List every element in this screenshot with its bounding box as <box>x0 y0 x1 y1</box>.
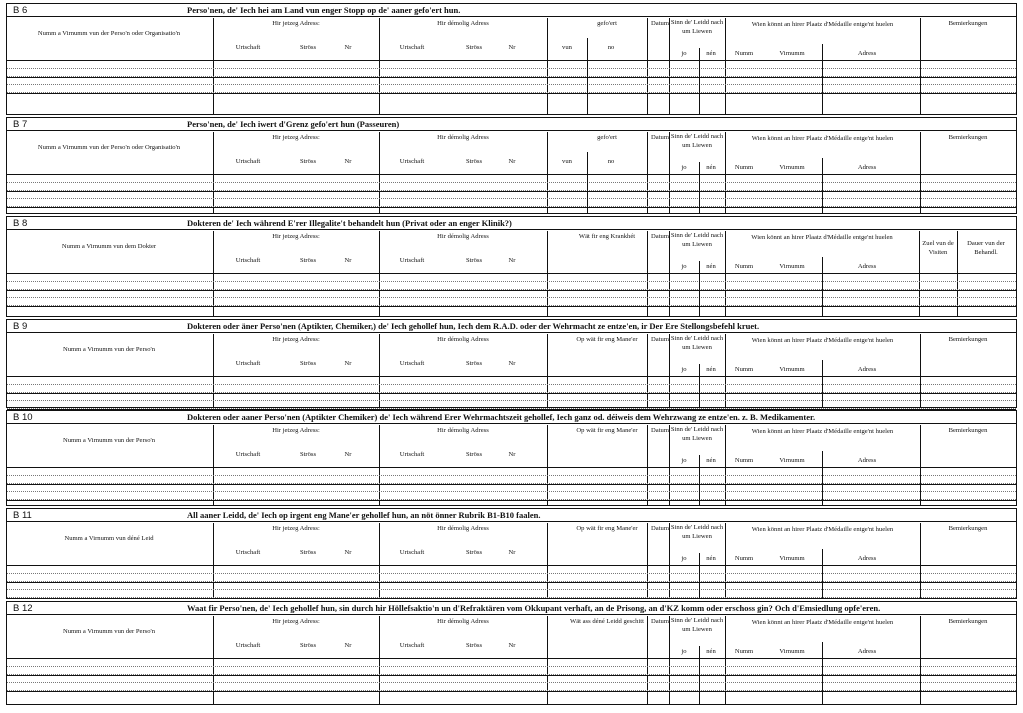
section-header <box>7 320 1016 333</box>
section-title: Perso'nen, de' Iech hei am Land vun enger Stopp op de' aaner gefo'ert hun. <box>187 5 461 15</box>
datum-header: Datum <box>651 336 669 343</box>
medaille-header: Wien könnt an hirer Plaatz d'Médaille entge'nt huelen <box>751 135 894 142</box>
section-code: B 10 <box>13 412 33 423</box>
section-header <box>7 602 1016 615</box>
nr-label: Nr <box>344 158 352 165</box>
dotted-guide <box>7 581 1016 582</box>
former-address-header: Hir démolig Adress <box>437 233 489 240</box>
adress-label: Adress <box>857 50 877 57</box>
no-label: nén <box>706 164 716 171</box>
adress-label: Adress <box>857 555 877 562</box>
virnumm-label: Virnumm <box>779 457 805 464</box>
name-column-header: Numm a Virnumm vun der Perso'n <box>62 346 156 353</box>
section-b-6 <box>6 3 1017 115</box>
column-divider <box>547 334 548 407</box>
remarks-header: Bemierkungen <box>948 20 988 27</box>
header-bottom-line <box>7 565 1016 566</box>
section-b-11 <box>6 508 1017 599</box>
column-divider <box>920 132 921 213</box>
adress-label: Adress <box>857 263 877 270</box>
dotted-guide <box>7 190 1016 191</box>
column-divider <box>920 334 921 407</box>
dotted-guide <box>7 483 1016 484</box>
current-address-header: Hir jetzeg Adress: <box>272 427 320 434</box>
section-title: Dokteren oder aaner Perso'nen (Aptikter Chemiker) de' Iech während Erer Wehrmachtszeit gehollef, Iech ganz od. déiweis dem Wehrzwang ze entze'en. z. B. Medikamenter. <box>187 412 816 422</box>
no-label: nén <box>706 263 716 270</box>
dotted-guide <box>7 84 1016 85</box>
ortschaft-label: Urtschaft <box>399 44 425 51</box>
column-divider <box>547 132 548 213</box>
dotted-guide <box>7 68 1016 69</box>
nr-label: Nr <box>344 44 352 51</box>
current-address-header: Hir jetzeg Adress: <box>272 525 320 532</box>
remarks-header: Bemierkungen <box>948 336 988 343</box>
section-b-7 <box>6 117 1017 214</box>
former-address-header: Hir démolig Adress <box>437 525 489 532</box>
alive-header: Sinn de' Leidd nach um Liewen <box>670 232 724 248</box>
column4-header: gefo'ert <box>597 20 617 27</box>
medaille-header: Wien könnt an hirer Plaatz d'Médaille entge'nt huelen <box>751 619 894 626</box>
ortschaft-label: Urtschaft <box>399 642 425 649</box>
nr-label: Nr <box>344 549 352 556</box>
stross-label: Ströss <box>465 642 483 649</box>
virnumm-label: Virnumm <box>779 50 805 57</box>
medaille-header: Wien könnt an hirer Plaatz d'Médaille entge'nt huelen <box>751 234 893 241</box>
column-divider <box>213 132 214 213</box>
yes-label: jo <box>681 50 687 57</box>
column-divider <box>920 18 921 114</box>
yes-label: jo <box>681 457 687 464</box>
remarks-header: Bemierkungen <box>948 525 988 532</box>
stross-label: Ströss <box>299 158 317 165</box>
section-code: B 7 <box>13 119 28 130</box>
column-divider <box>379 18 380 114</box>
column-divider <box>725 18 726 114</box>
dotted-guide <box>7 289 1016 290</box>
dotted-guide <box>7 475 1016 476</box>
numm-label: Numm <box>734 164 754 171</box>
column-divider <box>379 132 380 213</box>
section-b-8 <box>6 216 1017 317</box>
column-divider <box>822 257 823 316</box>
datum-header: Datum <box>651 427 669 434</box>
name-column-header: Numm a Virnumm vun der Perso'n <box>62 628 156 635</box>
stross-label: Ströss <box>299 451 317 458</box>
no-label: nén <box>706 50 716 57</box>
section-code: B 12 <box>13 603 33 614</box>
medaille-header: Wien könnt an hirer Plaatz d'Médaille entge'nt huelen <box>751 526 894 533</box>
virnumm-label: Virnumm <box>779 648 805 655</box>
data-row-line <box>7 393 1016 394</box>
column-divider <box>647 132 648 213</box>
dotted-guide <box>7 573 1016 574</box>
datum-header: Datum <box>651 20 669 27</box>
header-bottom-line <box>7 174 1016 175</box>
yes-label: jo <box>681 648 687 655</box>
current-address-header: Hir jetzeg Adress: <box>272 336 320 343</box>
dotted-guide <box>7 674 1016 675</box>
dotted-guide <box>7 76 1016 77</box>
data-row-line <box>7 484 1016 485</box>
name-column-header: Numm a Virnumm vun der Perso'n oder Organisatio'n <box>37 144 181 151</box>
data-row-line <box>7 691 1016 692</box>
column-divider <box>379 523 380 598</box>
dotted-guide <box>7 597 1016 598</box>
column4-header: Wät fir eng Krankhét <box>578 233 636 240</box>
numm-label: Numm <box>734 366 754 373</box>
yes-label: jo <box>681 555 687 562</box>
column4-header: Op wät fir eng Mane'er <box>576 427 638 434</box>
data-row-line <box>7 500 1016 501</box>
dotted-guide <box>7 499 1016 500</box>
nr-label: Nr <box>344 257 352 264</box>
former-address-header: Hir démolig Adress <box>437 427 489 434</box>
column-divider <box>379 334 380 407</box>
section-b-10 <box>6 410 1017 506</box>
dotted-guide <box>7 305 1016 306</box>
stross-label: Ströss <box>465 451 483 458</box>
section-title: Dokteren oder äner Perso'nen (Aptikter, Chemiker,) de' Iech gehollef hun, Iech dem R.A.D. oder der Wehrmacht ze entze'en, ir Der Ere Stellongsbefehl kruet. <box>187 321 760 331</box>
data-row-line <box>7 582 1016 583</box>
dotted-guide <box>7 182 1016 183</box>
column-divider <box>822 451 823 505</box>
former-address-header: Hir démolig Adress <box>437 20 489 27</box>
section-code: B 11 <box>13 510 32 521</box>
nr-label: Nr <box>344 360 352 367</box>
numm-label: Numm <box>734 263 754 270</box>
ortschaft-label: Urtschaft <box>399 451 425 458</box>
ortschaft-label: Urtschaft <box>399 257 425 264</box>
section-code: B 9 <box>13 321 28 332</box>
column-divider <box>822 642 823 704</box>
column-divider <box>647 523 648 598</box>
section-code: B 6 <box>13 5 28 16</box>
adress-label: Adress <box>857 366 877 373</box>
column-divider <box>920 523 921 598</box>
dotted-guide <box>7 589 1016 590</box>
medaille-header: Wien könnt an hirer Plaatz d'Médaille entge'nt huelen <box>751 428 894 435</box>
numm-label: Numm <box>734 555 754 562</box>
alive-header: Sinn de' Leidd nach um Liewen <box>670 617 724 633</box>
no-label: nén <box>706 648 716 655</box>
section-b-9 <box>6 319 1017 408</box>
remarks-header: Bemierkungen <box>948 427 988 434</box>
from-label: vun <box>562 44 572 51</box>
stross-label: Ströss <box>465 549 483 556</box>
ortschaft-label: Urtschaft <box>235 158 261 165</box>
name-column-header: Numm a Virnumm vun der Perso'n oder Organisatio'n <box>37 30 181 37</box>
virnumm-label: Virnumm <box>779 164 805 171</box>
column-divider <box>647 334 648 407</box>
nr-label: Nr <box>508 451 516 458</box>
to-label: no <box>607 44 615 51</box>
current-address-header: Hir jetzeg Adress: <box>272 20 320 27</box>
data-row-line <box>7 191 1016 192</box>
stross-label: Ströss <box>299 257 317 264</box>
datum-header: Datum <box>651 134 669 141</box>
former-address-header: Hir démolig Adress <box>437 336 489 343</box>
numm-label: Numm <box>734 457 754 464</box>
ortschaft-label: Urtschaft <box>235 549 261 556</box>
nr-label: Nr <box>508 158 516 165</box>
column-divider <box>822 360 823 407</box>
data-row-line <box>7 598 1016 599</box>
column-divider <box>725 132 726 213</box>
section-code: B 8 <box>13 218 28 229</box>
ortschaft-label: Urtschaft <box>399 360 425 367</box>
ortschaft-label: Urtschaft <box>235 360 261 367</box>
nr-label: Nr <box>508 549 516 556</box>
column-divider <box>213 523 214 598</box>
column4-header: Op wät fir eng Mane'er <box>576 336 638 343</box>
adress-label: Adress <box>857 164 877 171</box>
column-divider <box>213 334 214 407</box>
yes-label: jo <box>681 164 687 171</box>
numm-label: Numm <box>734 50 754 57</box>
data-row-line <box>7 93 1016 94</box>
dotted-guide <box>7 400 1016 401</box>
column-divider <box>547 18 548 114</box>
form-page <box>6 3 1017 708</box>
dotted-guide <box>7 198 1016 199</box>
column-divider <box>213 18 214 114</box>
dotted-guide <box>7 408 1016 409</box>
dotted-guide <box>7 281 1016 282</box>
adress-label: Adress <box>857 457 877 464</box>
dotted-guide <box>7 92 1016 93</box>
section-title: Waat fir Perso'nen, de' Iech gehollef hun, sin durch hir Höllefsaktio'n un d'Refraktären vom Okkupant verhaft, an de Prisong, an d'KZ komm oder erschoss gin? Och d'Emsiedlung opfe'eren. <box>187 603 881 613</box>
section-header <box>7 4 1016 17</box>
to-label: no <box>607 158 615 165</box>
column4-header: gefo'ert <box>597 134 617 141</box>
dotted-guide <box>7 384 1016 385</box>
column4-header: Wät ass déné Leidd geschitt <box>570 618 644 625</box>
adress-label: Adress <box>857 648 877 655</box>
nr-label: Nr <box>508 642 516 649</box>
header-bottom-line <box>7 60 1016 61</box>
data-row-line <box>7 77 1016 78</box>
header-bottom-line <box>7 376 1016 377</box>
section-header <box>7 118 1016 131</box>
stross-label: Ströss <box>299 549 317 556</box>
section-header <box>7 411 1016 424</box>
section-header <box>7 217 1016 230</box>
numm-label: Numm <box>734 648 754 655</box>
dotted-guide <box>7 690 1016 691</box>
dotted-guide <box>7 206 1016 207</box>
treatment-duration-header: Dauer vun der Behandl. <box>967 240 1005 256</box>
column-divider <box>822 158 823 213</box>
data-row-line <box>7 306 1016 307</box>
medaille-header: Wien könnt an hirer Plaatz d'Médaille entge'nt huelen <box>751 21 894 28</box>
no-label: nén <box>706 555 716 562</box>
section-title: Perso'nen, de' Iech iwert d'Grenz gefo'ert hun (Passeuren) <box>187 119 400 129</box>
current-address-header: Hir jetzeg Adress: <box>272 618 320 625</box>
stross-label: Ströss <box>465 158 483 165</box>
column4-header: Op wät fir eng Mane'er <box>576 525 638 532</box>
ortschaft-label: Urtschaft <box>235 642 261 649</box>
column-divider <box>822 44 823 114</box>
column-divider <box>213 425 214 505</box>
ortschaft-label: Urtschaft <box>235 451 261 458</box>
nr-label: Nr <box>508 44 516 51</box>
stross-label: Ströss <box>465 360 483 367</box>
no-label: nén <box>706 366 716 373</box>
virnumm-label: Virnumm <box>779 555 805 562</box>
section-title: All aaner Leidd, de' Iech op irgent eng Mane'er gehollef hun, an nöt önner Rubrik B1-B10 faalen. <box>187 510 541 520</box>
column-divider <box>725 425 726 505</box>
name-column-header: Numm a Virnumm vun der Perso'n <box>62 437 156 444</box>
ortschaft-label: Urtschaft <box>235 257 261 264</box>
name-column-header: Numm a Virnumm vun déné Leid <box>64 535 154 542</box>
alive-header: Sinn de' Leidd nach um Liewen <box>670 426 724 442</box>
current-address-header: Hir jetzeg Adress: <box>272 233 320 240</box>
column-divider <box>547 425 548 505</box>
column-divider <box>725 334 726 407</box>
alive-header: Sinn de' Leidd nach um Liewen <box>670 335 724 351</box>
dotted-guide <box>7 392 1016 393</box>
remarks-header: Bemierkungen <box>948 618 988 625</box>
nr-label: Nr <box>344 451 352 458</box>
remarks-header: Bemierkungen <box>948 134 988 141</box>
ortschaft-label: Urtschaft <box>399 158 425 165</box>
virnumm-label: Virnumm <box>779 263 805 270</box>
section-title: Dokteren de' Iech während E'rer Illegalite't behandelt hun (Privat oder an enger Klinik?) <box>187 218 512 228</box>
column-divider <box>379 425 380 505</box>
former-address-header: Hir démolig Adress <box>437 618 489 625</box>
column-divider <box>587 152 588 213</box>
ortschaft-label: Urtschaft <box>235 44 261 51</box>
column-divider <box>725 523 726 598</box>
alive-header: Sinn de' Leidd nach um Liewen <box>670 19 724 35</box>
dotted-guide <box>7 682 1016 683</box>
nr-label: Nr <box>508 257 516 264</box>
section-b-12 <box>6 601 1017 705</box>
column-divider <box>547 523 548 598</box>
datum-header: Datum <box>651 618 669 625</box>
current-address-header: Hir jetzeg Adress: <box>272 134 320 141</box>
dotted-guide <box>7 666 1016 667</box>
section-header <box>7 509 1016 522</box>
alive-header: Sinn de' Leidd nach um Liewen <box>670 524 724 540</box>
from-label: vun <box>562 158 572 165</box>
ortschaft-label: Urtschaft <box>399 549 425 556</box>
column-divider <box>647 425 648 505</box>
header-bottom-line <box>7 467 1016 468</box>
dotted-guide <box>7 297 1016 298</box>
name-column-header: Numm a Virnumm vun dem Dokter <box>61 243 157 250</box>
stross-label: Ströss <box>299 642 317 649</box>
visits-header: Zuel vun de Visiten <box>922 240 954 256</box>
stross-label: Ströss <box>299 360 317 367</box>
data-row-line <box>7 675 1016 676</box>
column-divider <box>587 38 588 114</box>
data-row-line <box>7 207 1016 208</box>
datum-header: Datum <box>651 233 669 240</box>
header-bottom-line <box>7 273 1016 274</box>
no-label: nén <box>706 457 716 464</box>
stross-label: Ströss <box>465 257 483 264</box>
column-divider <box>920 425 921 505</box>
header-bottom-line <box>7 658 1016 659</box>
stross-label: Ströss <box>465 44 483 51</box>
alive-header: Sinn de' Leidd nach um Liewen <box>670 133 724 149</box>
yes-label: jo <box>681 263 687 270</box>
former-address-header: Hir démolig Adress <box>437 134 489 141</box>
data-row-line <box>7 290 1016 291</box>
virnumm-label: Virnumm <box>779 366 805 373</box>
stross-label: Ströss <box>299 44 317 51</box>
datum-header: Datum <box>651 525 669 532</box>
nr-label: Nr <box>344 642 352 649</box>
dotted-guide <box>7 491 1016 492</box>
nr-label: Nr <box>508 360 516 367</box>
column-divider <box>822 549 823 598</box>
medaille-header: Wien könnt an hirer Plaatz d'Médaille entge'nt huelen <box>751 337 894 344</box>
yes-label: jo <box>681 366 687 373</box>
column-divider <box>647 18 648 114</box>
